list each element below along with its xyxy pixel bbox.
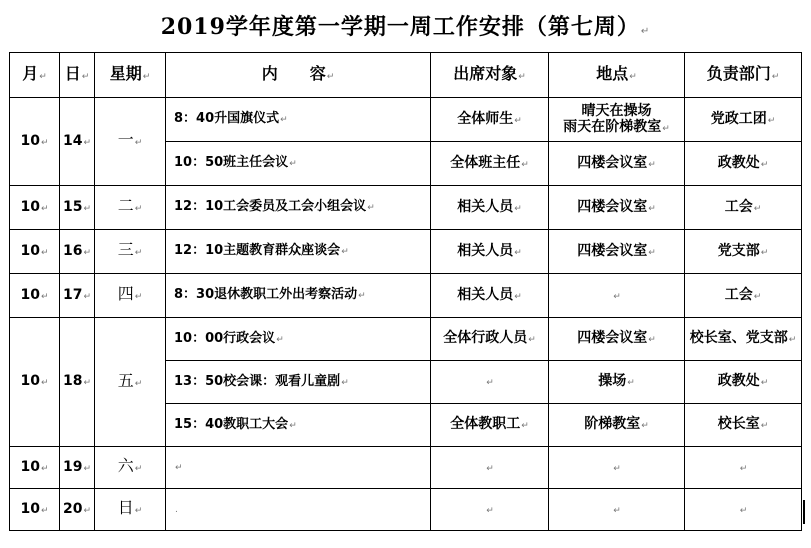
month-cell: 10↵ (10, 447, 60, 489)
day-cell: 18↵ (60, 318, 95, 447)
department-cell: 党政工团↵ (685, 98, 802, 142)
header-attendees: 出席对象↵ (431, 53, 549, 98)
location-cell: 四楼会议室↵ (549, 186, 685, 230)
weekday-cell: 三↵ (95, 230, 166, 274)
table-row (10, 489, 802, 531)
department-cell: ↵ (685, 489, 802, 531)
weekday-cell: 五↵ (95, 318, 166, 447)
table-row (10, 447, 802, 489)
header-month: 月↵ (10, 53, 60, 98)
day-cell: 14↵ (60, 98, 95, 186)
department-cell: ↵ (685, 447, 802, 489)
location-cell: ↵ (549, 447, 685, 489)
department-cell: 校长室↵ (685, 404, 802, 447)
day-cell: 19↵ (60, 447, 95, 489)
content-cell: 8：40升国旗仪式↵ (166, 98, 431, 142)
location-cell: 四楼会议室↵ (549, 142, 685, 186)
department-cell: 校长室、党支部↵ (685, 318, 802, 361)
attendees-cell: 全体教职工↵ (431, 404, 549, 447)
month-cell: 10↵ (10, 489, 60, 531)
day-cell: 17↵ (60, 274, 95, 318)
attendees-cell: ↵ (431, 489, 549, 531)
day-cell: 20↵ (60, 489, 95, 531)
department-cell: 工会↵ (685, 186, 802, 230)
header-row (10, 53, 802, 98)
page-title-text: 2019学年度第一学期一周工作安排（第七周） (160, 14, 640, 40)
location-cell: 四楼会议室↵ (549, 230, 685, 274)
weekday-cell: 六↵ (95, 447, 166, 489)
attendees-cell: ↵ (431, 447, 549, 489)
content-cell: ↵ (166, 447, 431, 489)
content-cell: 15：40教职工大会↵ (166, 404, 431, 447)
month-cell: 10↵ (10, 230, 60, 274)
location-cell: 操场↵ (549, 361, 685, 404)
attendees-cell: 全体行政人员↵ (431, 318, 549, 361)
table-row (10, 230, 802, 274)
location-cell: ↵ (549, 489, 685, 531)
schedule-table (9, 52, 802, 531)
content-cell: 13：50校会课：观看儿童剧↵ (166, 361, 431, 404)
table-row (10, 318, 802, 361)
location-cell: ↵ (549, 274, 685, 318)
header-department: 负责部门↵ (685, 53, 802, 98)
content-cell: 10：00行政会议↵ (166, 318, 431, 361)
attendees-cell: 全体师生↵ (431, 98, 549, 142)
department-cell: 党支部↵ (685, 230, 802, 274)
month-cell: 10↵ (10, 318, 60, 447)
content-cell: 12：10主题教育群众座谈会↵ (166, 230, 431, 274)
paragraph-mark-icon: ↵ (640, 26, 651, 37)
department-cell: 政教处↵ (685, 142, 802, 186)
table-row (10, 186, 802, 230)
location-cell: 阶梯教室↵ (549, 404, 685, 447)
content-cell: 12：10工会委员及工会小组会议↵ (166, 186, 431, 230)
department-cell: 工会↵ (685, 274, 802, 318)
month-cell: 10↵ (10, 98, 60, 186)
header-location: 地点↵ (549, 53, 685, 98)
attendees-cell: ↵ (431, 361, 549, 404)
month-cell: 10↵ (10, 274, 60, 318)
text-cursor (803, 500, 805, 524)
day-cell: 16↵ (60, 230, 95, 274)
content-cell: 10：50班主任会议↵ (166, 142, 431, 186)
table-row (10, 274, 802, 318)
weekday-cell: 日↵ (95, 489, 166, 531)
header-day: 日↵ (60, 53, 95, 98)
location-cell: 四楼会议室↵ (549, 318, 685, 361)
attendees-cell: 相关人员↵ (431, 186, 549, 230)
attendees-cell: 相关人员↵ (431, 230, 549, 274)
header-content: 内 容↵ (166, 53, 431, 98)
content-cell: 8：30退休教职工外出考察活动↵ (166, 274, 431, 318)
weekday-cell: 一↵ (95, 98, 166, 186)
weekday-cell: 二↵ (95, 186, 166, 230)
attendees-cell: 相关人员↵ (431, 274, 549, 318)
department-cell: 政教处↵ (685, 361, 802, 404)
header-weekday: 星期↵ (95, 53, 166, 98)
page-title (0, 10, 811, 49)
month-cell: 10↵ (10, 186, 60, 230)
location-cell: 晴天在操场 雨天在阶梯教室↵ (549, 98, 685, 142)
table-row (10, 98, 802, 142)
content-cell: . (166, 489, 431, 531)
day-cell: 15↵ (60, 186, 95, 230)
weekday-cell: 四↵ (95, 274, 166, 318)
attendees-cell: 全体班主任↵ (431, 142, 549, 186)
